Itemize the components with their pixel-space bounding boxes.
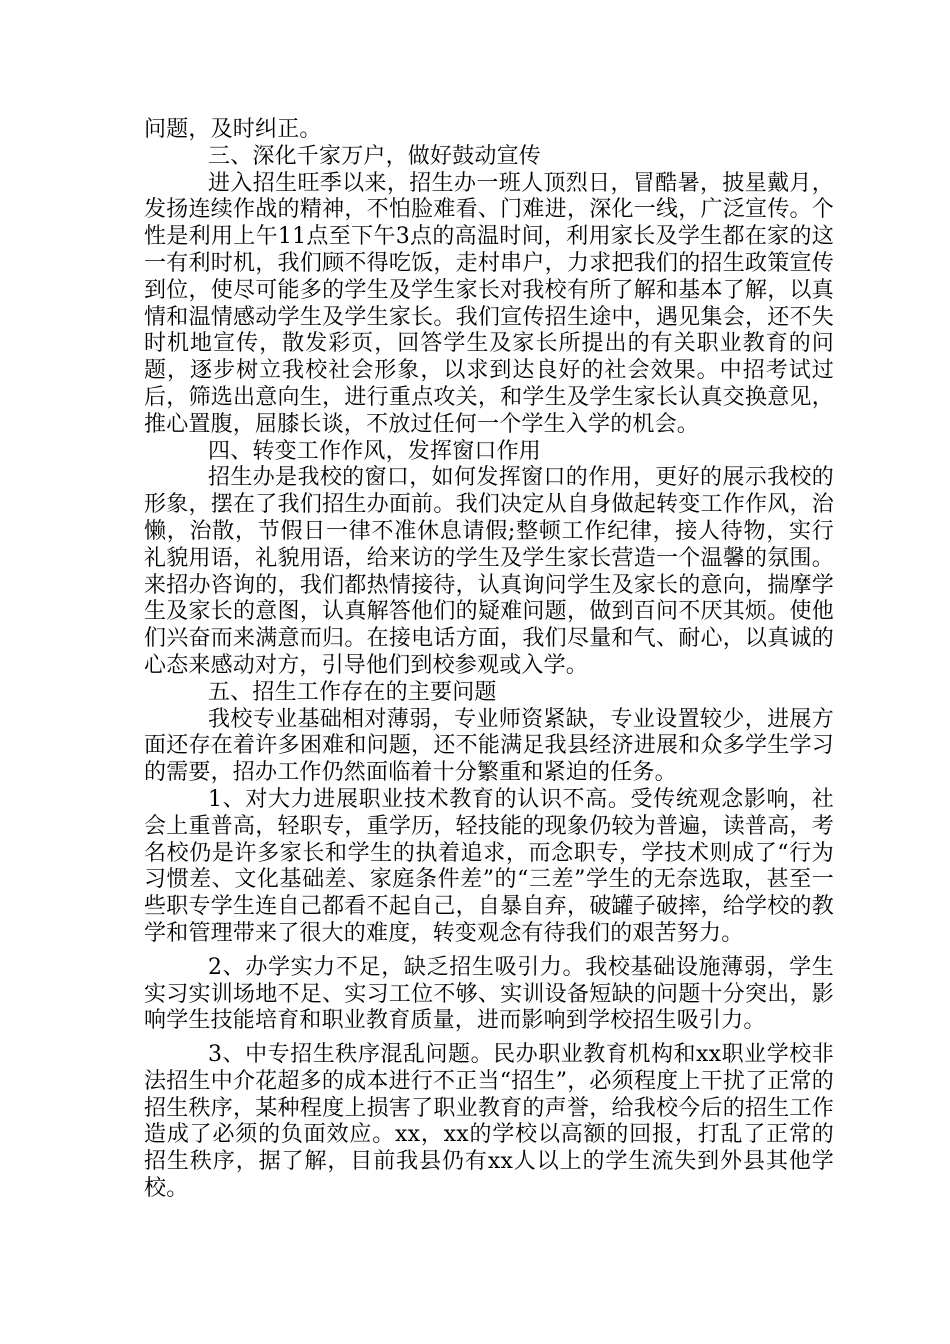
- paragraph-continuation: 问题，及时纠正。: [144, 117, 322, 142]
- section-heading-5: 五、招生工作存在的主要问题: [208, 679, 497, 705]
- document-body: [144, 117, 834, 1203]
- paragraph: 我校专业基础相对薄弱，专业师资紧缺，专业设置较少，进展方面还存在着许多困难和问题，还不能满足我县经济进展和众多学生学习的需要，招办工作仍然面临着十分繁重和紧迫的任务。: [144, 706, 834, 786]
- paragraph: 进入招生旺季以来，招生办一班人顶烈日，冒酷暑，披星戴月，发扬连续作战的精神，不怕脸难看、门难进，深化一线，广泛宣传。个性是利用上午11点至下午3点的高温时间，利用家长及学生都在家的这一有利时机，我们顾不得吃饭，走村串户，力求把我们的招生政策宣传到位，使尽可能多的学生及学生家长对我校有所了解和基本了解，以真情和温情感动学生及学生家长。我们宣传招生途中，遇见集会，还不失时机地宣传，散发彩页，回答学生及家长所提出的有关职业教育的问题，逐步树立我校社会形象，以求到达良好的社会效果。中招考试过后，筛选出意向生，进行重点攻关，和学生及学生家长认真交换意见，推心置腹，屈膝长谈，不放过任何一个学生入学的机会。: [144, 170, 834, 437]
- list-item-2: 2、办学实力不足，缺乏招生吸引力。我校基础设施薄弱，学生实习实训场地不足、实习工位不够、实训设备短缺的问题十分突出，影响学生技能培育和职业教育质量，进而影响到学校招生吸引力。: [144, 954, 834, 1034]
- section-heading-3: 三、深化千家万户，做好鼓动宣传: [208, 143, 542, 169]
- paragraph: 招生办是我校的窗口，如何发挥窗口的作用，更好的展示我校的形象，摆在了我们招生办面前。我们决定从自身做起转变工作作风，治懒，治散，节假日一律不准休息请假;整顿工作纪律，接人待物，实行礼貌用语，礼貌用语，给来访的学生及学生家长营造一个温馨的氛围。来招办咨询的，我们都热情接待，认真询问学生及家长的意向，揣摩学生及家长的意图，认真解答他们的疑难问题，做到百问不厌其烦。使他们兴奋而来满意而归。在接电话方面，我们尽量和气、耐心，以真诚的心态来感动对方，引导他们到校参观或入学。: [144, 465, 834, 678]
- section-heading-4: 四、转变工作作风，发挥窗口作用: [208, 438, 542, 464]
- list-item-3: 3、中专招生秩序混乱问题。民办职业教育机构和xx职业学校非法招生中介花超多的成本进行不正当“招生”，必须程度上干扰了正常的招生秩序，某种程度上损害了职业教育的声誉，给我校今后的招生工作造成了必须的负面效应。xx，xx的学校以高额的回报，打乱了正常的招生秩序，据了解，目前我县仍有xx人以上的学生流失到外县其他学校。: [144, 1042, 834, 1202]
- list-item-1: 1、对大力进展职业技术教育的认识不高。受传统观念影响，社会上重普高，轻职专，重学历，轻技能的现象仍较为普遍，读普高，考名校仍是许多家长和学生的执着追求，而念职专，学技术则成了“行为习惯差、文化基础差、家庭条件差”的“三差”学生的无奈选取，甚至一些职专学生连自己都看不起自己，自暴自弃，破罐子破摔，给学校的教学和管理带来了很大的难度，转变观念有待我们的艰苦努力。: [144, 786, 834, 946]
